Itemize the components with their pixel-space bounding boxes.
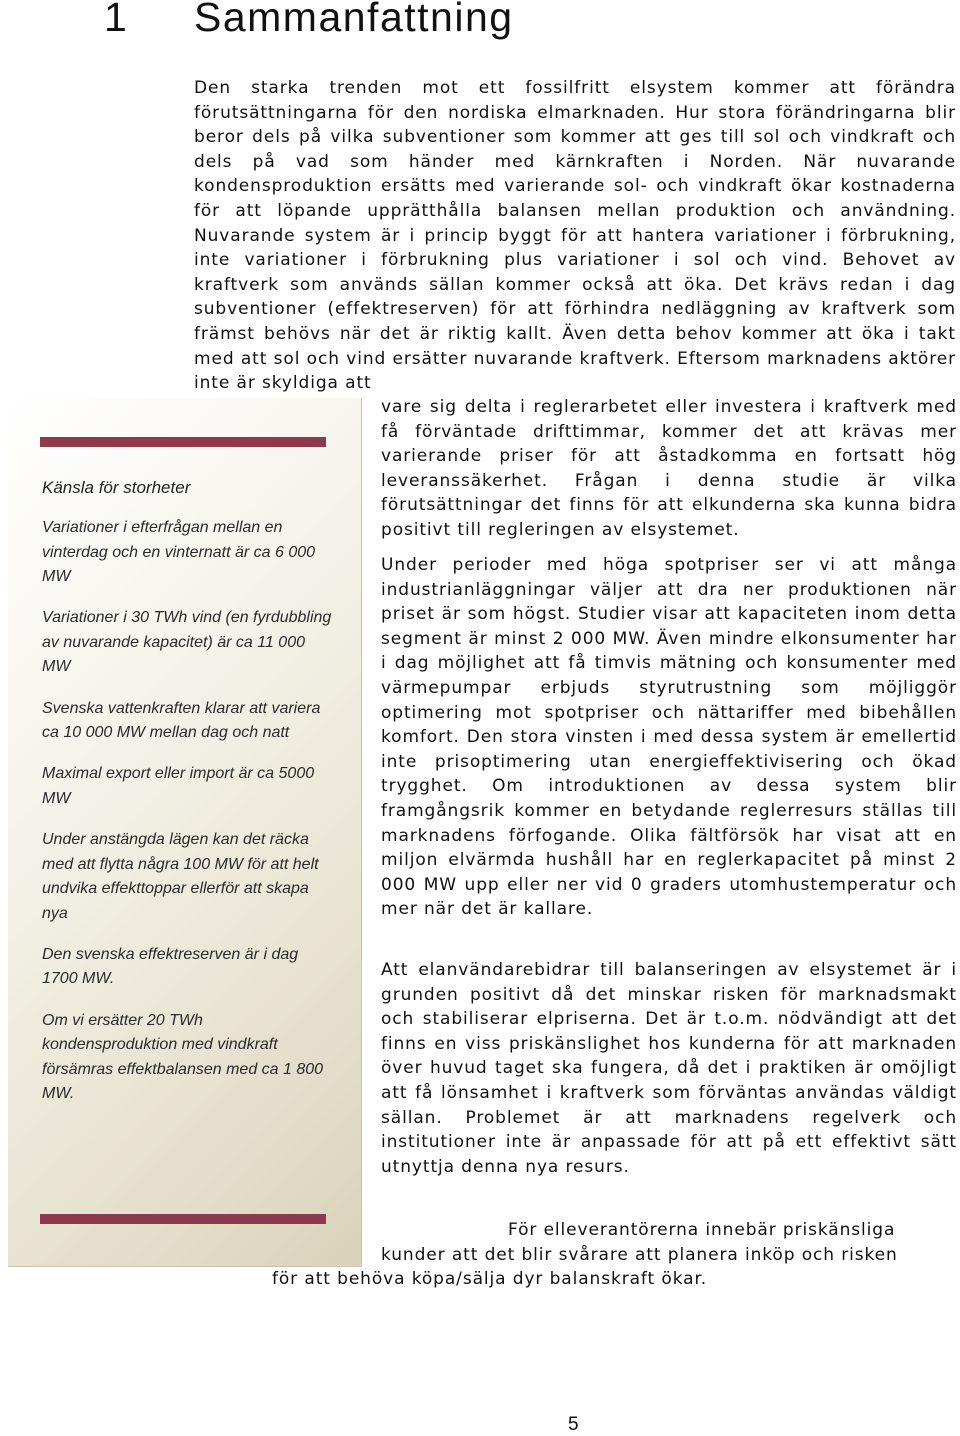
section-number: 1 xyxy=(104,0,129,40)
paragraph-balancing: Att elanvändarebidrar till balanseringen av elsystemet är i grunden positivt då det minskar risken för marknadsmakt och stabiliserar elpriserna. Det är t.o.m. nödvändigt att det finns en viss priskänslighet hos kunderna för att marknaden över huvud taget ska fungera, då det i praktiken är omöjligt att få lönsamhet i kraftverk som förväntas användas väldigt sällan. Problemet är att marknadens regelverk och institutioner inte är anpassade för att på ett effektivt sätt utnyttja denna nya resurs. xyxy=(381,960,957,1177)
section-title: Sammanfattning xyxy=(194,0,514,40)
sidebar-fact: Svenska vattenkraften klarar att variera ca 10 000 MW mellan dag och natt xyxy=(42,699,321,742)
bullet-line: för att behöva köpa/sälja dyr balanskraft ökar. xyxy=(272,1269,708,1290)
paragraph-intro: Den starka trenden mot ett fossilfritt elsystem kommer att förändra förutsättningarna för den nordiska elmarknaden. Hur stora förändringarna blir beror dels på vilka subventioner som kommer att ges till sol och vindkraft och dels på vad som händer med kärnkraften i Norden. När nuvarande kondensproduktion ersätts med varierande sol- och vindkraft ökar kostnaderna för att löpande upprätthålla balansen mellan produktion och användning. Nuvarande system är i princip byggt för att hantera variationer i förbrukning, inte variationer i förbrukning plus variationer i sol och vind. Behovet av kraftverk som används sällan kommer också att öka. Det krävs redan i dag subventioner (effektreserven) för att förhindra nedläggning av kraftverk som främst behövs när det är riktig kallt. Även detta behov kommer att öka i takt med att sol och vind ersätter nuvarande kraftverk. Eftersom marknadens aktörer inte är skyldiga att xyxy=(194,78,956,394)
bullet-line: För elleverantörerna innebär priskänsliga xyxy=(508,1220,896,1240)
sidebar-fact: Den svenska effektreserven är i dag 1700 MW. xyxy=(42,945,299,988)
sidebar-fact: Om vi ersätter 20 TWh kondensproduktion med vindkraft försämras effektbalansen med ca 1 800 MW. xyxy=(42,1011,324,1103)
sidebar-fact: Variationer i efterfrågan mellan en vinterdag och en vinternatt är ca 6 000 MW xyxy=(42,519,316,586)
page-number: 5 xyxy=(568,1414,579,1435)
sidebar-fact: Variationer i 30 TWh vind (en fyrdubbling av nuvarande kapacitet) är ca 11 000 MW xyxy=(42,609,332,676)
sidebar-fact: Under anstängda lägen kan det räcka med att flytta några 100 MW för att helt undvika effekttoppar ellerför att skapa nya xyxy=(42,830,319,922)
sidebar-fact: Maximal export eller import är ca 5000 MW xyxy=(42,765,315,807)
sidebar-fact-list xyxy=(42,516,332,1123)
sidebar-title: Känsla för storheter xyxy=(42,478,191,497)
section-heading xyxy=(104,0,514,41)
sidebar-top-rule xyxy=(40,437,326,447)
facts-sidebar xyxy=(8,398,362,1267)
bullet-item xyxy=(272,1218,957,1292)
paragraph-spot-prices: Under perioder med höga spotpriser ser vi att många industrianläggningar väljer att dra ner produktionen när priset är som högst. Studier visar att kapaciteten inom detta segment är minst 2 000 MW. Även mindre elkonsumenter har i dag möjlighet att få timvis mätning och konsumenter med värmepumpar erbjuds styrutrustning som möjliggör optimering mot spotpriser och nättariffer med bibehållen komfort. Den stora vinsten i med dessa system är emellertid inte prisoptimering utan energieffektivisering och ökad trygghet. Om introduktionen av dessa system blir framgångsrik kommer en betydande reglerresurs ställas till marknadens förfogande. Olika fältförsök har visat att en miljon elvärmda hushåll har en reglerkapacitet på minst 2 000 MW upp eller ner vid 0 graders utomhustemperatur och mer när det är kallare. xyxy=(381,555,957,920)
sidebar-bottom-rule xyxy=(40,1214,326,1224)
bullet-line: kunder att det blir svårare att planera inköp och risken xyxy=(381,1244,898,1265)
paragraph-intro-continued: vare sig delta i reglerarbetet eller investera i kraftverk med få förväntade drifttimmar, kommer det att krävas mer varierande priser för att åstadkomma en fortsatt hög leveranssäkerhet. Frågan i denna studie är vilka förutsättningar det finns för att elkunderna ska kunna bidra positivt till regleringen av elsystemet. xyxy=(381,397,957,540)
